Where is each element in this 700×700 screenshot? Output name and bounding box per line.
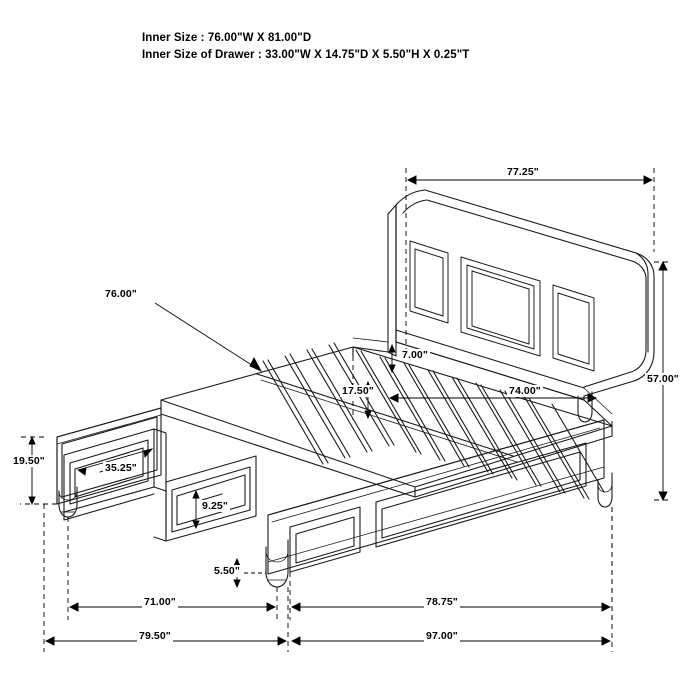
inner-size-drawer-line: Inner Size of Drawer : 33.00"W X 14.75"D X 5.50"H X 0.25"T xyxy=(142,49,470,61)
label-slat-gap: 7.00" xyxy=(402,349,428,361)
label-front-rail-length: 78.75" xyxy=(426,596,458,608)
dimension-lines xyxy=(20,168,672,652)
label-headboard-width: 77.25" xyxy=(507,166,539,178)
label-rail-inner-width: 74.00" xyxy=(509,385,541,397)
label-slat-spacing: 17.50" xyxy=(342,385,374,397)
storage-drawers xyxy=(64,429,256,541)
headboard-panels xyxy=(410,241,594,371)
label-foot-height: 5.50" xyxy=(214,565,240,577)
inner-size-line: Inner Size : 76.00"W X 81.00"D xyxy=(142,32,312,44)
headboard-outline xyxy=(388,190,654,400)
label-mattress-length: 76.00" xyxy=(105,288,137,300)
label-drawer-front-width: 35.25" xyxy=(105,462,137,474)
label-overall-length: 97.00" xyxy=(426,630,458,642)
label-side-rail-length: 71.00" xyxy=(144,596,176,608)
slat-platform xyxy=(161,343,612,499)
label-drawer-height: 9.25" xyxy=(202,500,228,512)
label-overall-side-length: 79.50" xyxy=(139,630,171,642)
footboard-rail xyxy=(268,420,604,574)
dim-7600-leader xyxy=(155,303,261,371)
label-footboard-height: 19.50" xyxy=(13,455,45,467)
label-headboard-height: 57.00" xyxy=(647,373,679,385)
